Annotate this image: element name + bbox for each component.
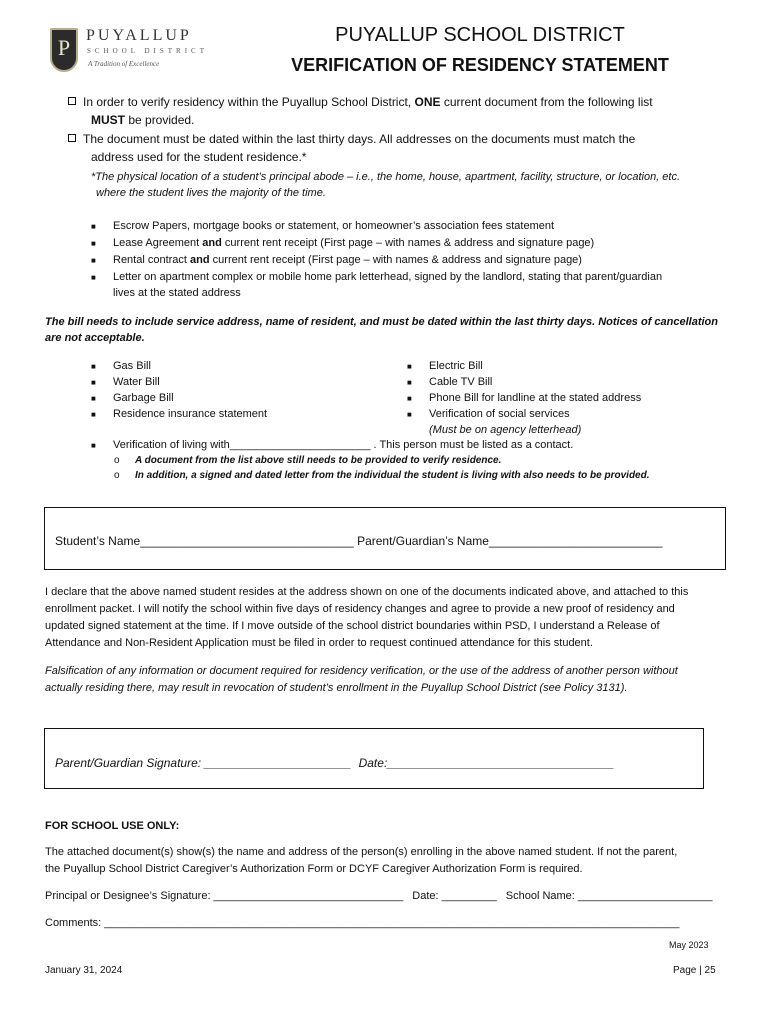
bill-requirements-note: The bill needs to include service address, name of resident, and must be dated within the last thirty days. Notices of cancellation are not acceptable. xyxy=(45,316,718,344)
logo-letter: P xyxy=(57,35,71,60)
document-item-1: ■ Escrow Papers, mortgage books or statement, or homeowner’s association fees statement xyxy=(91,220,555,232)
agency-letterhead-note: (Must be on agency letterhead) xyxy=(429,424,582,436)
logo-subtitle: SCHOOL DISTRICT xyxy=(87,47,208,55)
comments-field[interactable]: Comments: ______________________________________________________________________________________________ xyxy=(45,917,680,929)
school-use-heading: FOR SCHOOL USE ONLY: xyxy=(45,820,180,832)
falsification-warning: Falsification of any information or document required for residency verification, or the use of the address of another person without actually residing there, may result in revocation of student’s enrollment in the Puyallup School District (see Policy 3131). xyxy=(45,665,678,694)
living-with-subitems xyxy=(114,453,734,483)
living-with-subitem-1: o A document from the list above still needs to be provided to verify residence. xyxy=(114,455,502,466)
district-title: PUYALLUP SCHOOL DISTRICT xyxy=(335,24,625,46)
bills-left-list xyxy=(91,358,391,422)
bullet-icon: ■ xyxy=(91,239,96,248)
signature-box xyxy=(44,728,704,789)
bullet-icon: ■ xyxy=(91,222,96,231)
bill-item: ■ Cable TV Bill xyxy=(407,376,493,388)
bill-item: ■ Water Bill xyxy=(91,376,160,388)
bill-item: ■ Verification of social services xyxy=(407,408,570,420)
student-name-field[interactable]: Student’s Name________________________________ xyxy=(55,534,354,548)
parent-name-field[interactable]: Parent/Guardian’s Name__________________________ xyxy=(357,534,663,548)
names-box xyxy=(44,507,726,570)
signature-date-field[interactable]: Date:__________________________________ xyxy=(358,756,615,770)
instruction-item-1: In order to verify residency within the Puyallup School District, ONE current document from the following list MUST be provided. xyxy=(68,93,728,129)
bill-item: ■ Residence insurance statement xyxy=(91,408,268,420)
revision-date: May 2023 xyxy=(669,940,709,950)
checkbox-icon xyxy=(68,134,76,142)
declaration-paragraph: I declare that the above named student resides at the address shown on one of the documents indicated above, and attached to this enrollment packet. I will notify the school within five days of residency changes and agree to provide a new proof of residency and updated signed statement at the time. If I move outside of the school district boundaries within PSD, I understand a Release of Attendance and Non-Resident Application must be filed in order to request continued attendance for this student. xyxy=(45,586,689,649)
document-item-3: ■ Rental contract and current rent receipt (First page – with names & address and signature page) xyxy=(91,254,582,266)
residence-footnote: *The physical location of a student’s principal abode – i.e., the home, house, apartment, facility, structure, or location, etc. where the student lives the majority of the time. xyxy=(91,171,681,199)
bullet-icon: ■ xyxy=(91,256,96,265)
bill-item: ■ Garbage Bill xyxy=(91,392,174,404)
guardian-signature-field[interactable]: Parent/Guardian Signature: ______________________ xyxy=(55,756,352,770)
page-number: Page | 25 xyxy=(673,965,716,976)
document-item-4: ■ Letter on apartment complex or mobile home park letterhead, signed by the landlord, stating that parent/guardian lives at the stated address xyxy=(91,271,663,299)
document-item-2: ■ Lease Agreement and current rent receipt (First page – with names & address and signature page) xyxy=(91,237,595,249)
living-with-subitem-2: o In addition, a signed and dated letter from the individual the student is living with also needs to be provided. xyxy=(114,470,650,481)
footer-date: January 31, 2024 xyxy=(45,965,123,976)
logo-tagline: A Tradition of Excellence xyxy=(88,60,160,68)
bill-item: ■ Phone Bill for landline at the stated address xyxy=(407,392,642,404)
school-use-signature-row xyxy=(45,888,713,904)
instruction-item-2: The document must be dated within the last thirty days. All addresses on the documents must match the address used for the student residence.* xyxy=(68,130,728,166)
school-use-date-field[interactable]: Date: _________ xyxy=(412,890,497,902)
living-with-item: ■ Verification of living with_______________________ . This person must be listed as a contact. xyxy=(91,439,574,451)
form-title: VERIFICATION OF RESIDENCY STATEMENT xyxy=(291,55,669,75)
school-use-paragraph: The attached document(s) show(s) the name and address of the person(s) enrolling in the above named student. If not the parent, the Puyallup School District Caregiver’s Authorization Form or DCYF Caregiver Authorization Form is required. xyxy=(45,846,678,875)
logo-name: PUYALLUP xyxy=(86,27,192,44)
bullet-icon: ■ xyxy=(91,273,96,282)
checkbox-icon xyxy=(68,97,76,105)
bullet-icon: ■ xyxy=(91,441,96,450)
bill-item: ■ Electric Bill xyxy=(407,360,483,372)
school-name-field[interactable]: School Name: ______________________ xyxy=(505,890,713,902)
bills-right-list xyxy=(407,358,737,438)
bill-item: ■ Gas Bill xyxy=(91,360,151,372)
principal-signature-field[interactable]: Principal or Designee’s Signature: _______________________________ xyxy=(45,890,404,902)
